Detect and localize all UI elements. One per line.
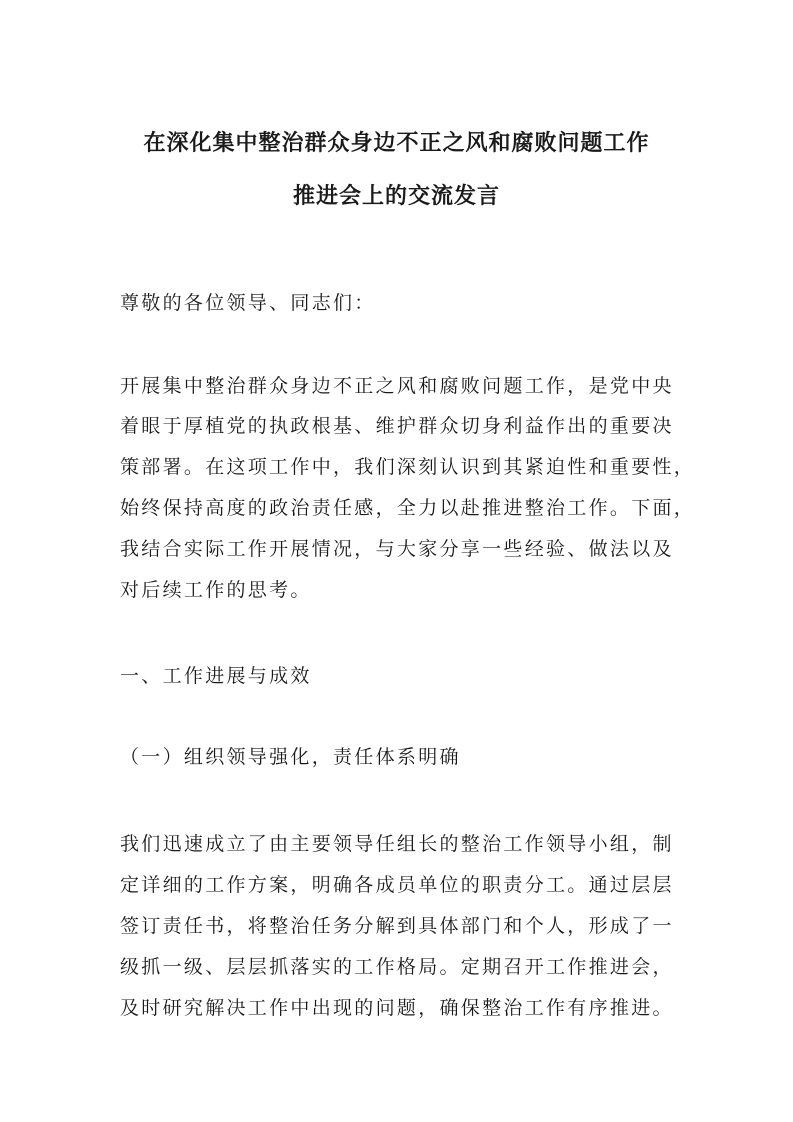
- body-line: 级抓一级、层层抓落实的工作格局。定期召开工作推进会，: [120, 956, 674, 978]
- document-title-line-2: 推进会上的交流发言: [292, 183, 500, 209]
- body-line: 签订责任书，将整治任务分解到具体部门和个人，形成了一: [120, 915, 674, 937]
- intro-line: 对后续工作的思考。: [120, 579, 312, 601]
- body-line: 定详细的工作方案，明确各成员单位的职责分工。通过层层: [120, 874, 674, 896]
- intro-line: 开展集中整治群众身边不正之风和腐败问题工作，是党中央: [120, 375, 674, 397]
- intro-line: 策部署。在这项工作中，我们深刻认识到其紧迫性和重要性，: [120, 456, 696, 478]
- intro-line: 我结合实际工作开展情况，与大家分享一些经验、做法以及: [120, 538, 674, 560]
- section-heading: 一、工作进展与成效: [120, 665, 312, 687]
- intro-line: 始终保持高度的政治责任感，全力以赴推进整治工作。下面，: [120, 497, 696, 519]
- body-line: 及时研究解决工作中出现的问题，确保整治工作有序推进。: [120, 997, 674, 1019]
- salutation: 尊敬的各位领导、同志们：: [120, 292, 376, 314]
- body-line: 我们迅速成立了由主要领导任组长的整治工作领导小组，制: [120, 833, 674, 855]
- subsection-heading: （一）组织领导强化，责任体系明确: [120, 746, 461, 768]
- intro-line: 着眼于厚植党的执政根基、维护群众切身利益作出的重要决: [120, 415, 674, 437]
- document-title-line-1: 在深化集中整治群众身边不正之风和腐败问题工作: [143, 130, 650, 156]
